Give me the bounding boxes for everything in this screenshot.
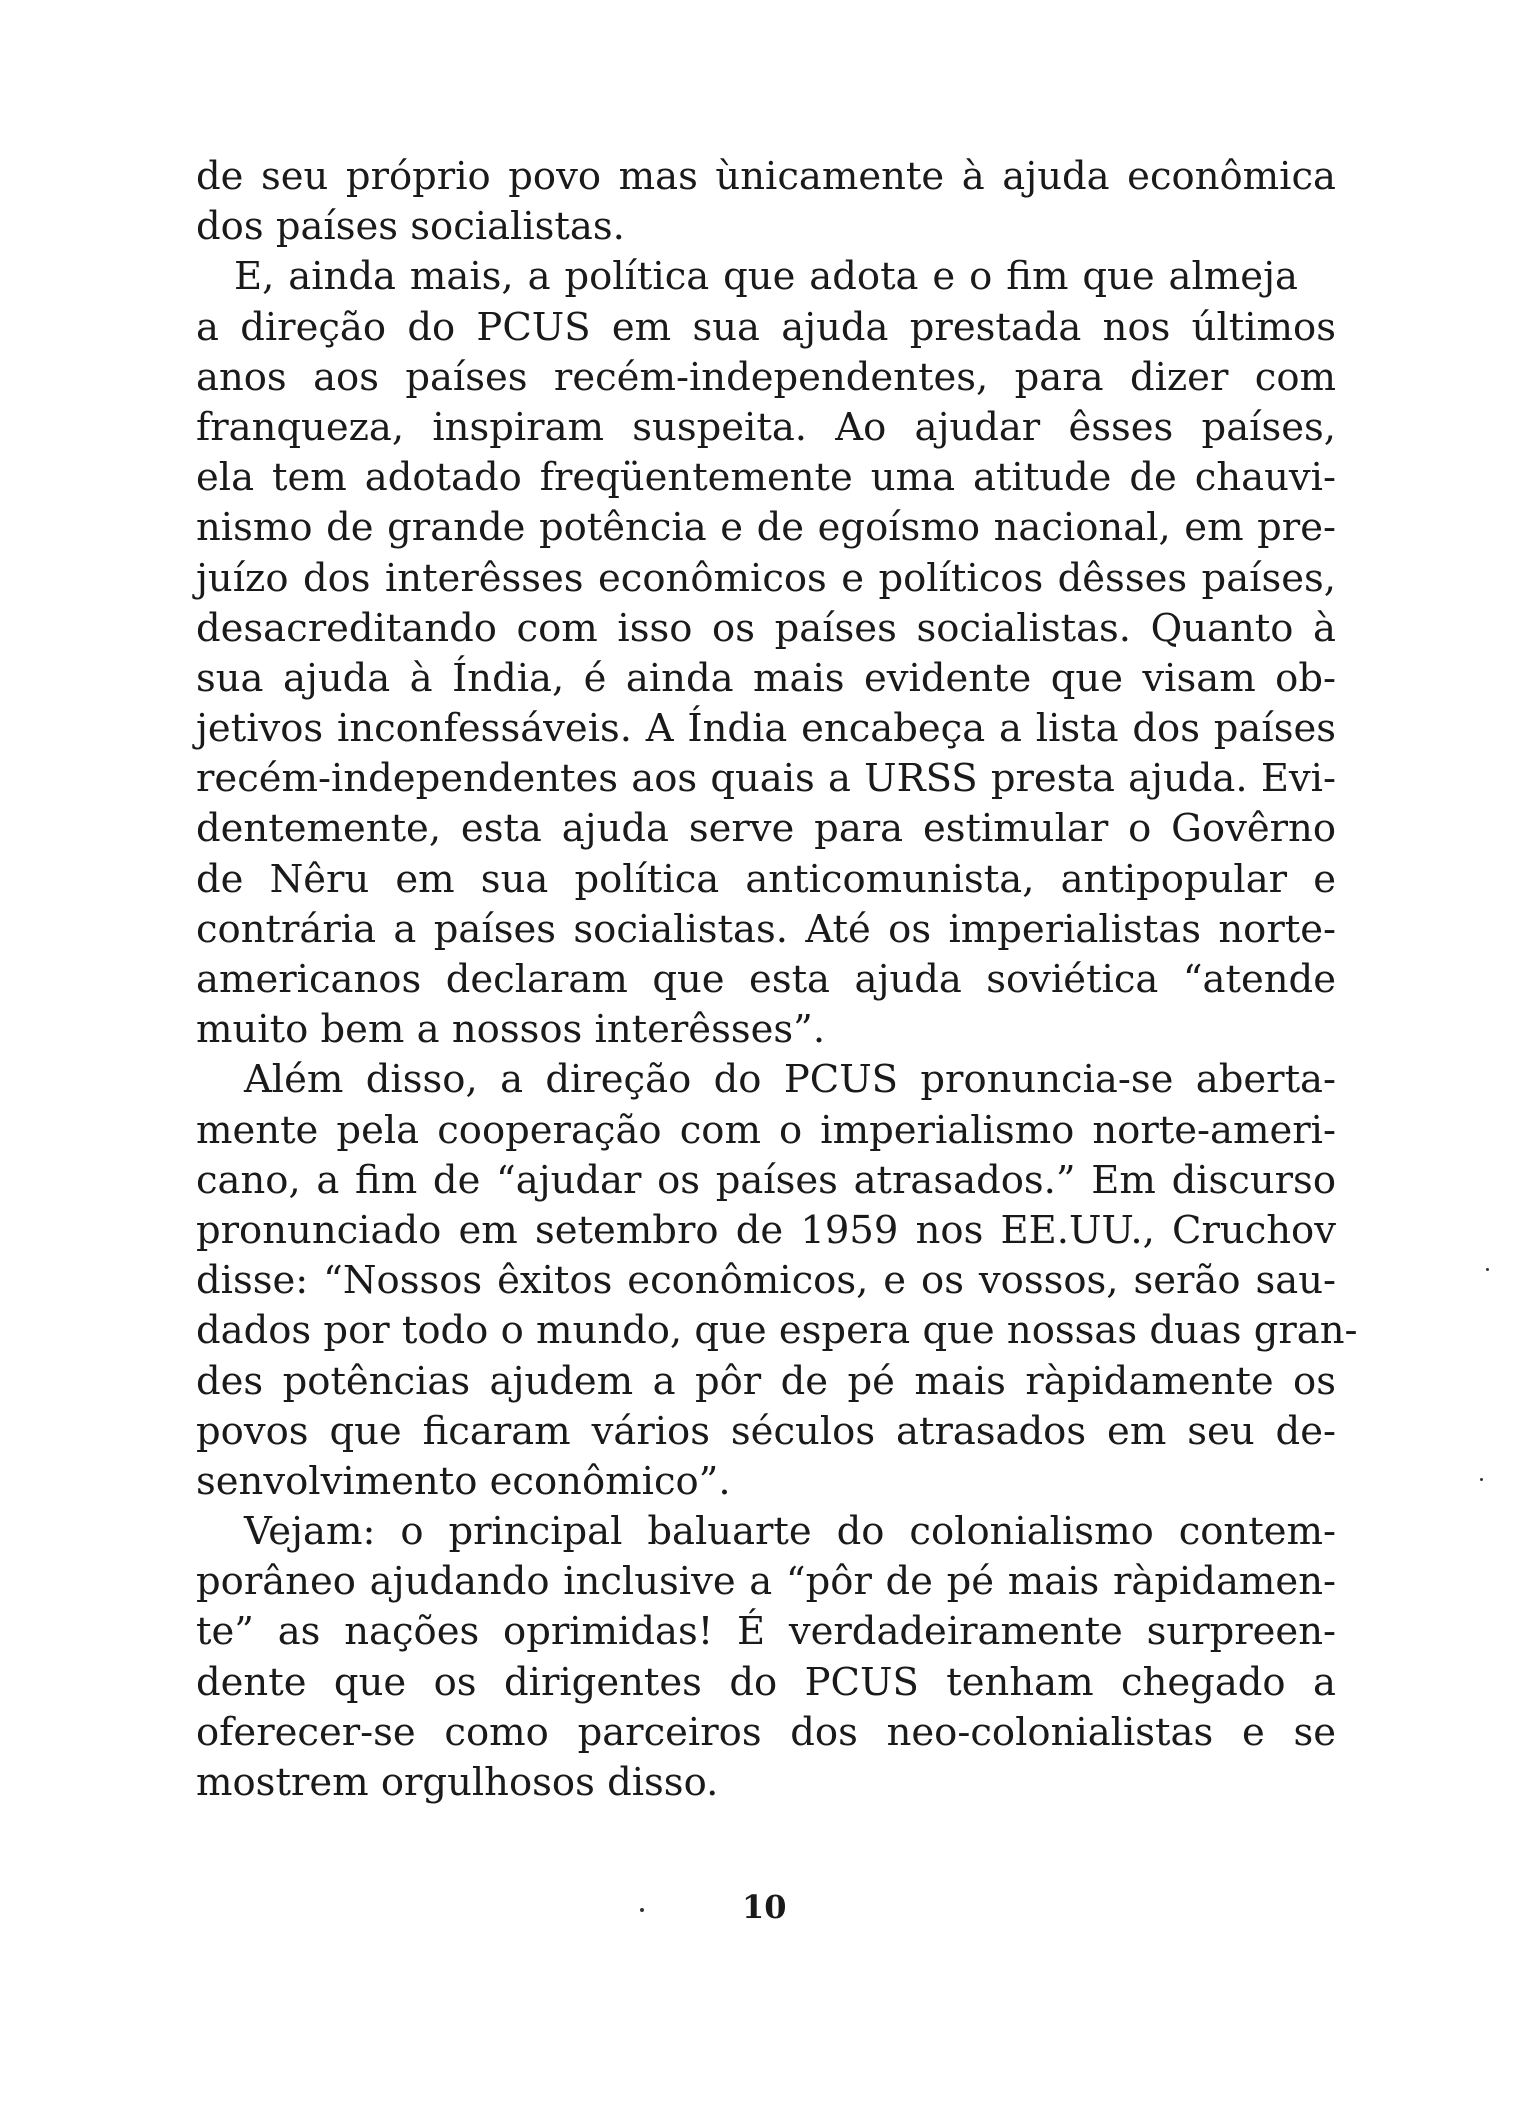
text-line: disse: “Nossos êxitos econômicos, e os vossos, serão sau-: [196, 1258, 1336, 1304]
text-line: mostrem orgulhosos disso.: [196, 1760, 719, 1805]
print-speck: [1480, 1478, 1483, 1481]
text-line: Além disso, a direção do PCUS pronuncia-se aberta-: [244, 1057, 1336, 1103]
text-line: recém-independentes aos quais a URSS presta ajuda. Evi-: [196, 756, 1336, 802]
print-speck: [1486, 1268, 1489, 1271]
text-line: dados por todo o mundo, que espera que nossas duas gran-: [196, 1308, 1358, 1354]
text-line: desacreditando com isso os países socialistas. Quanto à: [196, 605, 1336, 651]
text-line: anos aos países recém-independentes, para dizer com: [196, 354, 1336, 400]
text-line: mente pela cooperação com o imperialismo norte-ameri-: [196, 1107, 1336, 1153]
text-line: franqueza, inspiram suspeita. Ao ajudar êsses países,: [196, 404, 1336, 450]
paragraph: [196, 1507, 1336, 1808]
text-line: ela tem adotado freqüentemente uma atitude de chauvi-: [196, 455, 1336, 501]
text-line: jetivos inconfessáveis. A Índia encabeça a lista dos países: [196, 706, 1336, 752]
text-line: te” as nações oprimidas! É verdadeiramente surpreen-: [196, 1609, 1336, 1655]
text-line: dente que os dirigentes do PCUS tenham chegado a: [196, 1659, 1336, 1705]
text-line: senvolvimento econômico”.: [196, 1458, 731, 1504]
body-text: [196, 152, 1358, 1808]
text-line: juízo dos interêsses econômicos e políticos dêsses países,: [196, 555, 1336, 601]
text-line: americanos declaram que esta ajuda soviética “atende: [196, 957, 1336, 1002]
text-line: povos que ficaram vários séculos atrasados em seu de-: [196, 1408, 1336, 1454]
text-line: E, ainda mais, a política que adota e o fim que almeja: [234, 254, 1298, 300]
text-line: de Nêru em sua política anticomunista, antipopular e: [196, 856, 1336, 902]
text-line: sua ajuda à Índia, é ainda mais evidente que visam ob-: [196, 655, 1336, 701]
text-line: de seu próprio povo mas ùnicamente à ajuda econômica: [196, 154, 1336, 199]
text-line: pronunciado em setembro de 1959 nos EE.UU., Cruchov: [196, 1207, 1336, 1253]
text-line: a direção do PCUS em sua ajuda prestada nos últimos: [196, 304, 1336, 350]
text-line: contrária a países socialistas. Até os imperialistas norte-: [196, 906, 1336, 952]
paragraph: [196, 1055, 1358, 1507]
text-line: nismo de grande potência e de egoísmo nacional, em pre-: [196, 505, 1336, 551]
page-number: 10: [742, 1888, 787, 1926]
text-line: oferecer-se como parceiros dos neo-colonialistas e se: [196, 1709, 1336, 1755]
text-line: dentemente, esta ajuda serve para estimular o Govêrno: [196, 806, 1336, 852]
paragraph: [196, 152, 1336, 252]
text-line: dos países socialistas.: [196, 204, 625, 250]
paragraph: [196, 252, 1336, 1055]
text-line: muito bem a nossos interêsses”.: [196, 1007, 826, 1053]
text-line: porâneo ajudando inclusive a “pôr de pé mais ràpidamen-: [196, 1559, 1336, 1605]
text-line: Vejam: o principal baluarte do colonialismo contem-: [244, 1509, 1336, 1555]
text-line: des potências ajudem a pôr de pé mais ràpidamente os: [196, 1358, 1336, 1404]
text-line: cano, a fim de “ajudar os países atrasados.” Em discurso: [196, 1157, 1336, 1203]
print-speck: [640, 1908, 644, 1912]
